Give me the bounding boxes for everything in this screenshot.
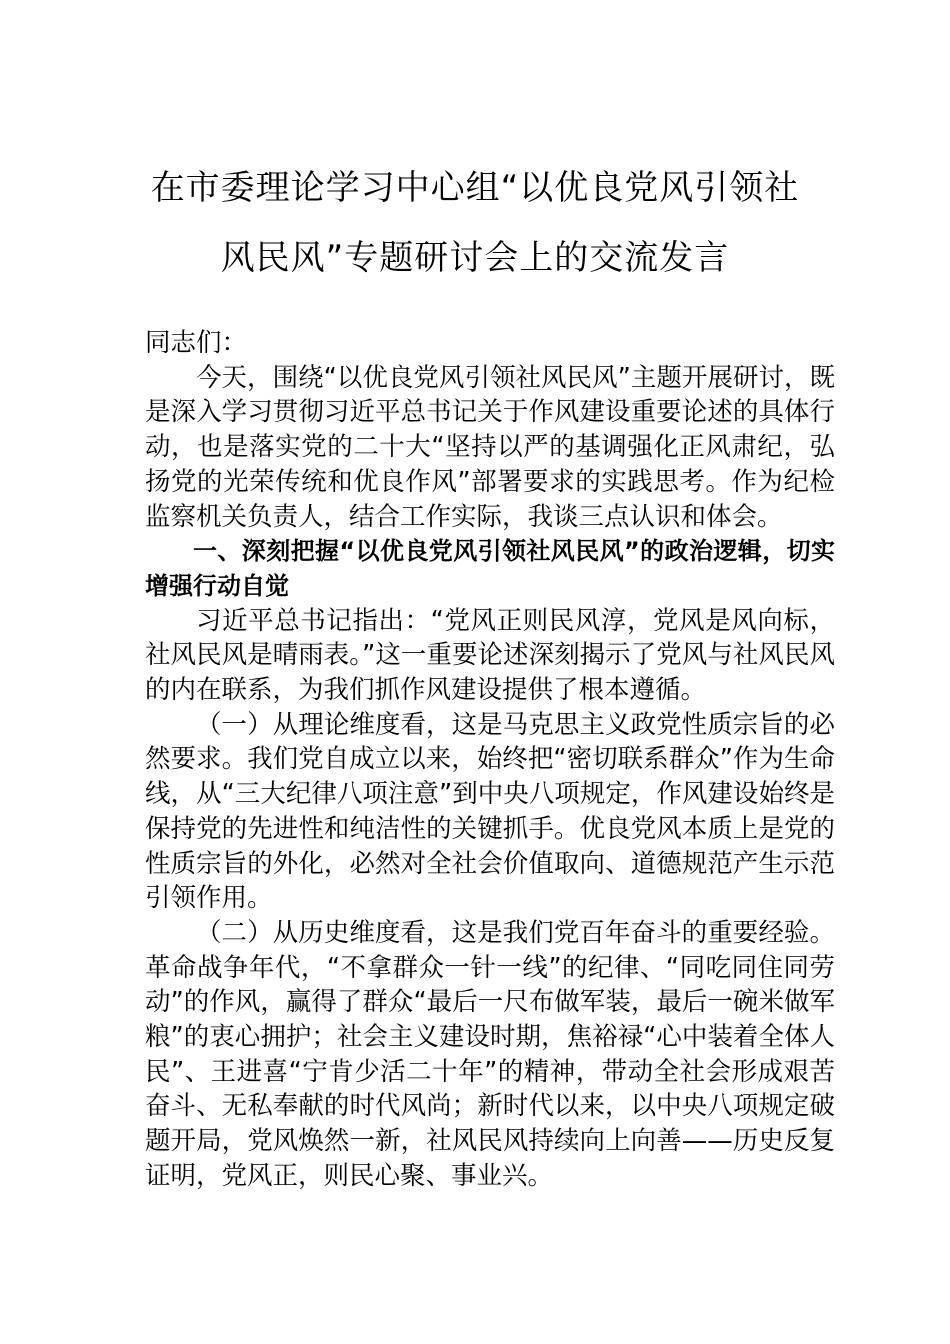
section-heading-1: 一、深刻把握“以优良党风引领社风民风”的政治逻辑，切实增强行动自觉 xyxy=(145,537,835,600)
document-body xyxy=(145,326,835,1194)
document-title-line-2: 风民风”专题研讨会上的交流发言 xyxy=(220,238,730,278)
paragraph-quote: 习近平总书记指出：“党风正则民风淳，党风是风向标，社风民风是晴雨表。”这一重要论述深刻揭示了党风与社风民风的内在联系，为我们抓作风建设提供了根本遵循。 xyxy=(145,605,835,706)
document-title-line-1: 在市委理论学习中心组“以优良党风引领社 xyxy=(150,168,800,208)
paragraph-intro: 今天，围绕“以优良党风引领社风民风”主题开展研讨，既是深入学习贯彻习近平总书记关于作风建设重要论述的具体行动，也是落实党的二十大“坚持以严的基调强化正风肃纪，弘扬党的光荣传统和优良作风”部署要求的实践思考。作为纪检监察机关负责人，结合工作实际，我谈三点认识和体会。 xyxy=(145,362,835,532)
paragraph-history: （二）从历史维度看，这是我们党百年奋斗的重要经验。革命战争年代，“不拿群众一针一线”的纪律、“同吃同住同劳动”的作风，赢得了群众“最后一尺布做军装，最后一碗米做军粮”的衷心拥护；社会主义建设时期，焦裕禄“心中装着全体人民”、王进喜“宁肯少活二十年”的精神，带动全社会形成艰苦奋斗、无私奉献的时代风尚；新时代以来，以中央八项规定破题开局，党风焕然一新，社风民风持续向上向善——历史反复证明，党风正，则民心聚、事业兴。 xyxy=(145,917,835,1191)
paragraph-theory: （一）从理论维度看，这是马克思主义政党性质宗旨的必然要求。我们党自成立以来，始终把“密切联系群众”作为生命线，从“三大纪律八项注意”到中央八项规定，作风建设始终是保持党的先进性和纯洁性的关键抓手。优良党风本质上是党的性质宗旨的外化，必然对全社会价值取向、道德规范产生示范引领作用。 xyxy=(145,709,835,914)
salutation: 同志们： xyxy=(145,328,248,358)
